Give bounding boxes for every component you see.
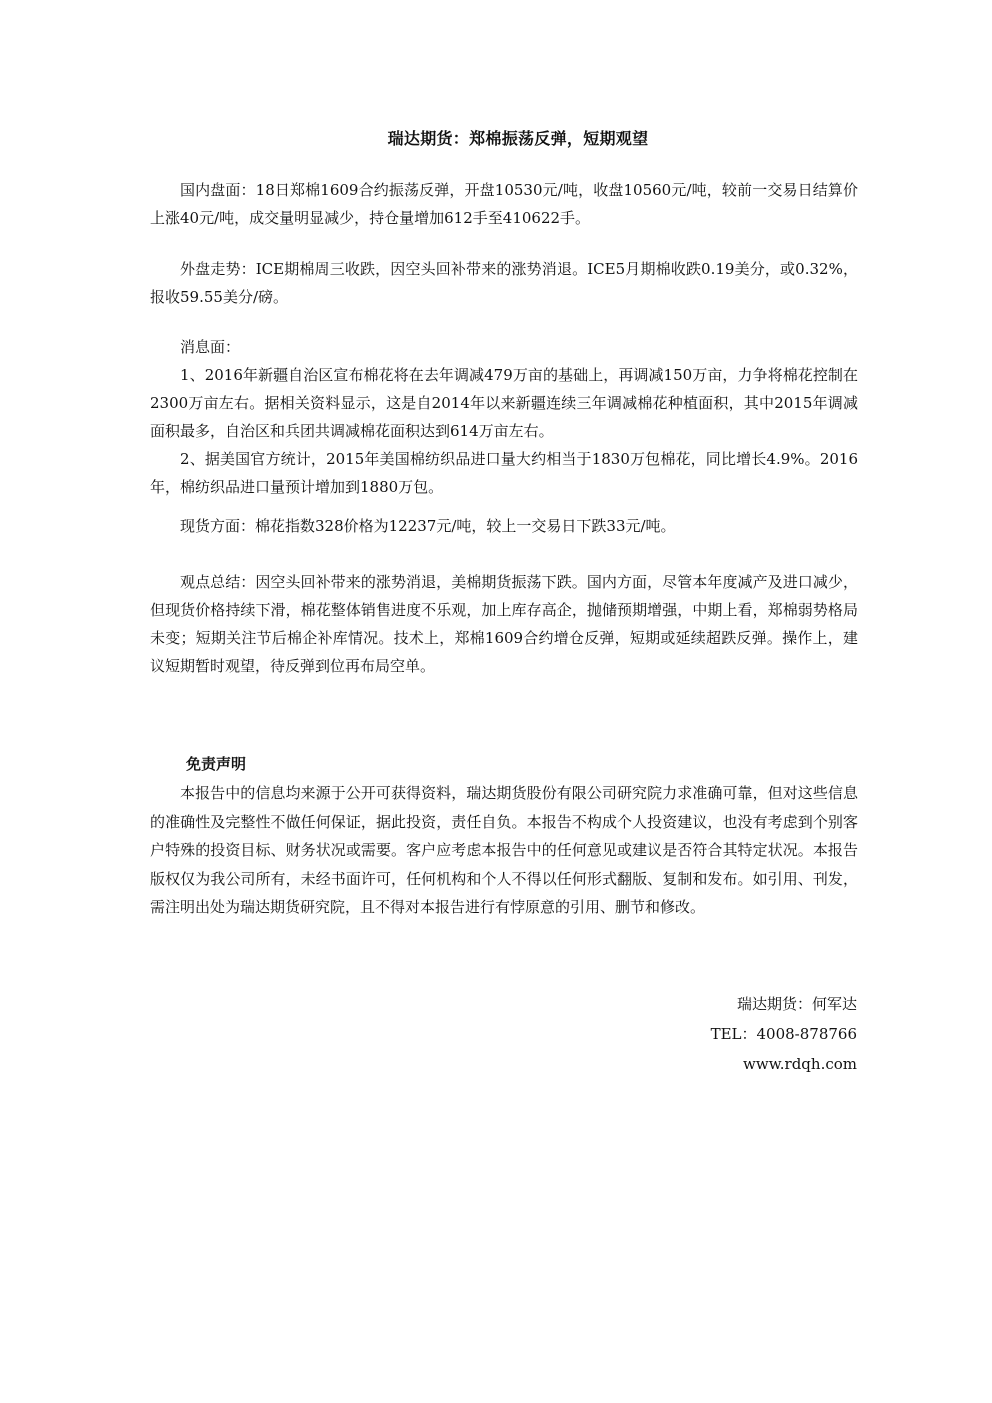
disclaimer-section [150,779,858,922]
overseas-market-section [150,255,858,311]
domestic-market-paragraph: 国内盘面：18日郑棉1609合约振荡反弹，开盘10530元/吨，收盘10560元/吨，较前一交易日结算价上涨40元/吨，成交量明显减少，持仓量增加612手至410622手。 [150,181,858,227]
news-heading: 消息面： [180,338,241,356]
news-item-1: 1、2016年新疆自治区宣布棉花将在去年调减479万亩的基础上，再调减150万亩，力争将棉花控制在2300万亩左右。据相关资料显示，这是自2014年以来新疆连续三年调减棉花种植面积，其中2015年调减面积最多，自治区和兵团共调减棉花面积达到614万亩左右。 [150,366,858,440]
domestic-market-section [150,176,858,232]
signature-tel: TEL：4008-878766 [710,1025,857,1043]
overseas-market-paragraph: 外盘走势：ICE期棉周三收跌，因空头回补带来的涨势消退。ICE5月期棉收跌0.19美分，或0.32%，报收59.55美分/磅。 [150,260,858,306]
report-title: 瑞达期货：郑棉振荡反弹，短期观望 [387,129,649,148]
news-item-2: 2、据美国官方统计，2015年美国棉纺织品进口量大约相当于1830万包棉花，同比增长4.9%。2016年，棉纺织品进口量预计增加到1880万包。 [150,450,858,496]
signature-author: 瑞达期货：何军达 [736,995,857,1013]
disclaimer-text: 本报告中的信息均来源于公开可获得资料，瑞达期货股份有限公司研究院力求准确可靠，但对这些信息的准确性及完整性不做任何保证，据此投资，责任自负。本报告不构成个人投资建议，也没有考虑到个别客户特殊的投资目标、财务状况或需要。客户应考虑本报告中的任何意见或建议是否符合其特定状况。本报告版权仅为我公司所有，未经书面许可，任何机构和个人不得以任何形式翻版、复制和发布。如引用、刊发，需注明出处为瑞达期货研究院，且不得对本报告进行有悖原意的引用、删节和修改。 [150,784,858,916]
spot-section [150,512,858,540]
news-section [150,333,858,501]
disclaimer-title: 免责声明 [186,755,247,773]
summary-paragraph: 观点总结：因空头回补带来的涨势消退，美棉期货振荡下跌。国内方面，尽管本年度减产及进口减少，但现货价格持续下滑，棉花整体销售进度不乐观，加上库存高企，抛储预期增强，中期上看，郑棉弱势格局未变；短期关注节后棉企补库情况。技术上，郑棉1609合约增仓反弹，短期或延续超跌反弹。操作上，建议短期暂时观望，待反弹到位再布局空单。 [150,573,858,675]
signature-website: www.rdqh.com [743,1055,857,1073]
summary-section [150,568,858,680]
spot-paragraph: 现货方面：棉花指数328价格为12237元/吨，较上一交易日下跌33元/吨。 [180,517,676,535]
